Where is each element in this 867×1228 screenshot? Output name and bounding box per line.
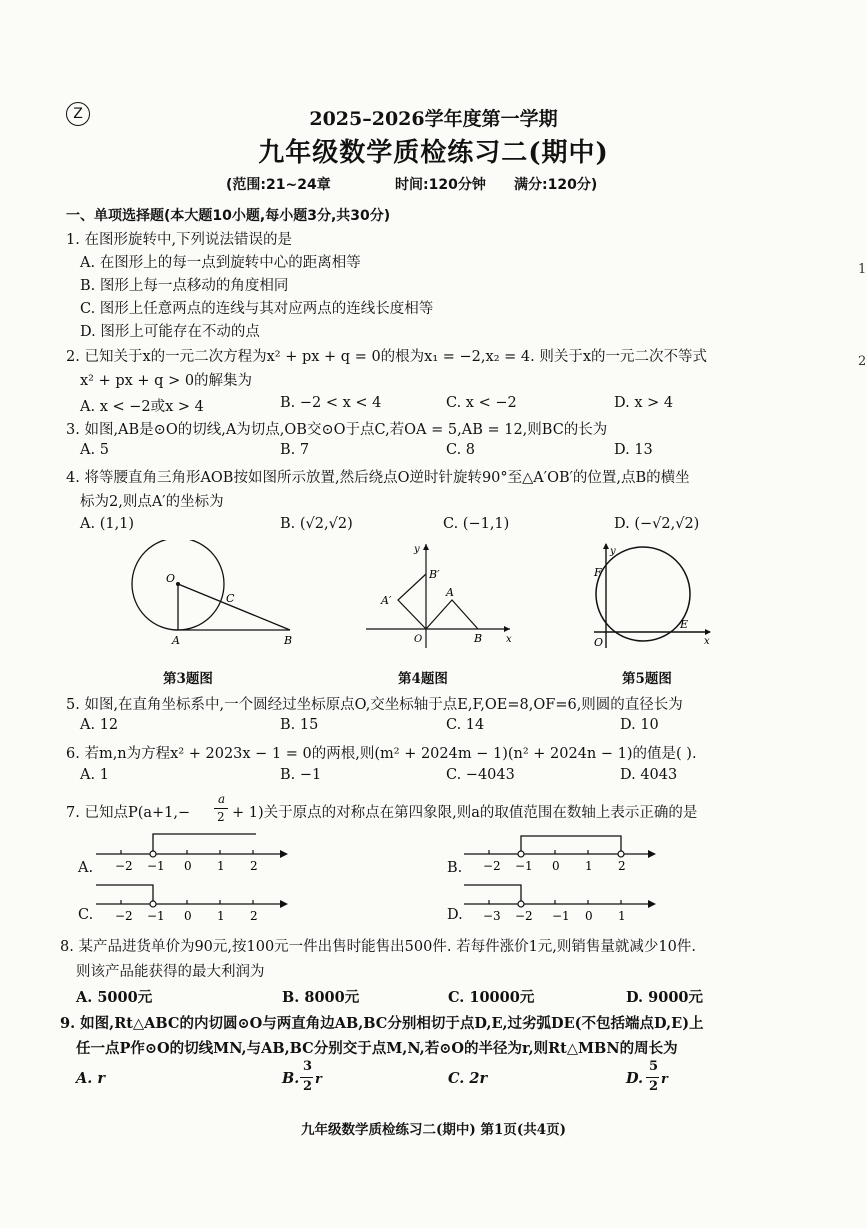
- q2-option-b: B. −2 < x < 4: [280, 395, 382, 411]
- q3-option-b: B. 7: [280, 442, 310, 458]
- q5-y-arrow: [603, 543, 609, 549]
- q8-option-b: B. 8000元: [282, 989, 360, 1006]
- exam-scope: (范围:21~24章: [226, 177, 331, 193]
- q4-label-a: A: [446, 586, 454, 599]
- q9-option-d-den: 2: [649, 1079, 659, 1094]
- q2-line2: x² + px + q > 0的解集为: [80, 373, 253, 389]
- q5-option-d: D. 10: [620, 717, 659, 733]
- numberline-tick-label: −2: [115, 909, 133, 923]
- q9-option-b-num: 3: [303, 1059, 313, 1074]
- school-year: 2025–2026学年度第一学期: [309, 108, 558, 130]
- q3-label-c: C: [226, 592, 235, 605]
- q9-option-b-r: r: [315, 1072, 322, 1087]
- q7-label-c: C.: [78, 907, 94, 923]
- q9-option-c: C. 2r: [448, 1070, 488, 1087]
- q5-option-c: C. 14: [446, 717, 485, 733]
- numberline-tick-label: −1: [147, 909, 165, 923]
- q9-option-b-den: 2: [303, 1079, 313, 1094]
- numberline-tick-label: −2: [483, 859, 501, 873]
- q5-option-b: B. 15: [280, 717, 319, 733]
- q4-option-b: B. (√2,√2): [280, 516, 353, 532]
- page-title: 九年级数学质检练习二(期中): [258, 138, 609, 168]
- q9-line2: 任一点P作⊙O的切线MN,与AB,BC分别交于点M,N,若⊙O的半径为r,则Rt△MBN的周长为: [76, 1040, 678, 1057]
- q5-stem: 5. 如图,在直角坐标系中,一个圆经过坐标原点O,交坐标轴于点E,F,OE=8,OF=6,则圆的直径长为: [66, 697, 683, 713]
- q9-option-d-num: 5: [649, 1059, 659, 1074]
- q2-option-c: C. x < −2: [446, 395, 517, 411]
- q8-option-d: D. 9000元: [626, 989, 704, 1006]
- q4-option-c: C. (−1,1): [443, 516, 510, 532]
- q7-label-b: B.: [447, 860, 463, 876]
- q6-option-c: C. −4043: [446, 767, 515, 783]
- q7-numberline-d: [464, 880, 664, 928]
- side-mark-2: 2: [858, 354, 867, 369]
- numberline-tick-label: −1: [147, 859, 165, 873]
- q9-option-b-bar: [300, 1077, 313, 1078]
- q4-label-b-prime: B′: [429, 568, 440, 581]
- caption-q3: 第3题图: [163, 671, 213, 687]
- numberline-tick-label: −1: [515, 859, 533, 873]
- q9-option-d-r: r: [661, 1072, 668, 1087]
- numberline-tick-label: 0: [184, 859, 192, 873]
- q9-line1: 9. 如图,Rt△ABC的内切圆⊙O与两直角边AB,BC分别相切于点D,E,过劣弧DE(不包括端点D,E)上: [60, 1015, 704, 1032]
- figure-q5: [586, 540, 716, 652]
- q4-label-a-prime: A′: [381, 594, 392, 607]
- q1-option-d: D. 图形上可能存在不动的点: [80, 324, 260, 340]
- q1-option-a: A. 在图形上的每一点到旋转中心的距离相等: [80, 255, 361, 271]
- q3-label-o: O: [166, 572, 176, 585]
- q3-label-a: A: [172, 634, 180, 647]
- q4-line1: 4. 将等腰直角三角形AOB按如图所示放置,然后绕点O逆时针旋转90°至△A′OB′的位置,点B的横坐: [66, 470, 690, 486]
- q4-label-y: y: [414, 544, 420, 555]
- q4-label-b: B: [474, 632, 483, 645]
- q8-line2: 则该产品能获得的最大利润为: [76, 964, 265, 980]
- q4-triangle-aob: [426, 600, 478, 629]
- q3-label-b: B: [284, 634, 293, 647]
- q3-option-c: C. 8: [446, 442, 476, 458]
- q7-stem-pre: 7. 已知点P(a+1,−: [66, 805, 191, 821]
- q5-circle: [596, 547, 690, 641]
- q5-x-arrow: [705, 629, 711, 635]
- q7-frac-num: a: [218, 792, 226, 806]
- figure-q3: [120, 540, 310, 650]
- numberline-tick-label: 0: [585, 909, 593, 923]
- numberline-tick-label: −1: [552, 909, 570, 923]
- q9-option-b-label: B.: [282, 1070, 300, 1087]
- exam-mark: Z: [66, 102, 90, 126]
- figure-q4: [360, 538, 520, 650]
- q5-label-o: O: [594, 636, 604, 649]
- q3-option-a: A. 5: [80, 442, 109, 458]
- q7-numberline-a: [96, 830, 296, 878]
- q5-option-a: A. 12: [80, 717, 119, 733]
- q4-line2: 标为2,则点A′的坐标为: [80, 494, 224, 510]
- section-heading: 一、单项选择题(本大题10小题,每小题3分,共30分): [66, 208, 391, 224]
- q4-option-d: D. (−√2,√2): [614, 516, 700, 532]
- q2-line1: 2. 已知关于x的一元二次方程为x² + px + q = 0的根为x₁ = −2,x₂ = 4. 则关于x的一元二次不等式: [66, 349, 707, 365]
- numberline-tick-label: 1: [585, 859, 593, 873]
- exam-score: 满分:120分): [514, 177, 598, 193]
- q6-stem: 6. 若m,n为方程x² + 2023x − 1 = 0的两根,则(m² + 2024m − 1)(n² + 2024n − 1)的值是( ).: [66, 746, 697, 762]
- numberline-tick-label: 1: [217, 909, 225, 923]
- numberline-tick-label: 0: [552, 859, 560, 873]
- numberline-tick-label: −2: [515, 909, 533, 923]
- numberline-tick-label: −2: [115, 859, 133, 873]
- q8-option-c: C. 10000元: [448, 989, 535, 1006]
- q7-label-a: A.: [78, 860, 94, 876]
- q4-option-a: A. (1,1): [80, 516, 135, 532]
- numberline-tick-label: 1: [618, 909, 626, 923]
- q7-label-d: D.: [447, 907, 463, 923]
- numberline-tick-label: 2: [250, 909, 258, 923]
- q4-x-arrow: [504, 626, 510, 632]
- q7-stem-post: + 1)关于原点的对称点在第四象限,则a的取值范围在数轴上表示正确的是: [232, 805, 698, 821]
- q4-label-x: x: [506, 634, 512, 645]
- q5-label-y: y: [610, 546, 616, 557]
- q1-stem: 1. 在图形旋转中,下列说法错误的是: [66, 232, 293, 248]
- q3-center-dot: [176, 582, 180, 586]
- numberline-tick-label: 2: [250, 859, 258, 873]
- q7-numberline-b: [464, 830, 664, 878]
- numberline-tick-label: 1: [217, 859, 225, 873]
- q5-label-e: E: [680, 618, 689, 631]
- q3-segment-ob: [178, 584, 290, 630]
- q5-label-x: x: [704, 636, 710, 647]
- numberline-tick-label: 2: [618, 859, 626, 873]
- q5-label-f: F: [594, 566, 602, 579]
- q9-option-a: A. r: [76, 1070, 105, 1087]
- caption-q4: 第4题图: [398, 671, 448, 687]
- q7-frac-den: 2: [217, 810, 225, 824]
- q3-stem: 3. 如图,AB是⊙O的切线,A为切点,OB交⊙O于点C,若OA = 5,AB = 12,则BC的长为: [66, 422, 608, 438]
- caption-q5: 第5题图: [622, 671, 672, 687]
- page-footer: 九年级数学质检练习二(期中) 第1页(共4页): [300, 1122, 567, 1138]
- q6-option-a: A. 1: [80, 767, 109, 783]
- q9-option-d-bar: [646, 1077, 659, 1078]
- q1-option-b: B. 图形上每一点移动的角度相同: [80, 278, 289, 294]
- q6-option-b: B. −1: [280, 767, 322, 783]
- q4-label-o: O: [414, 634, 423, 645]
- q7-frac-bar: [214, 808, 228, 809]
- q3-option-d: D. 13: [614, 442, 653, 458]
- q7-numberline-c: [96, 880, 296, 928]
- q2-option-a: A. x < −2或x > 4: [80, 399, 204, 415]
- q2-option-d: D. x > 4: [614, 395, 674, 411]
- numberline-tick-label: 0: [184, 909, 192, 923]
- exam-time: 时间:120分钟: [395, 177, 486, 193]
- q6-option-d: D. 4043: [620, 767, 678, 783]
- side-mark-1: 1: [858, 262, 867, 277]
- q8-line1: 8. 某产品进货单价为90元,按100元一件出售时能售出500件. 若每件涨价1元,则销售量就减少10件.: [60, 939, 696, 955]
- q8-option-a: A. 5000元: [76, 989, 153, 1006]
- numberline-tick-label: −3: [483, 909, 501, 923]
- q4-triangle-a1ob1: [398, 574, 426, 629]
- q9-option-d-label: D.: [626, 1070, 644, 1087]
- q4-y-arrow: [423, 544, 429, 550]
- q1-option-c: C. 图形上任意两点的连线与其对应两点的连线长度相等: [80, 301, 434, 317]
